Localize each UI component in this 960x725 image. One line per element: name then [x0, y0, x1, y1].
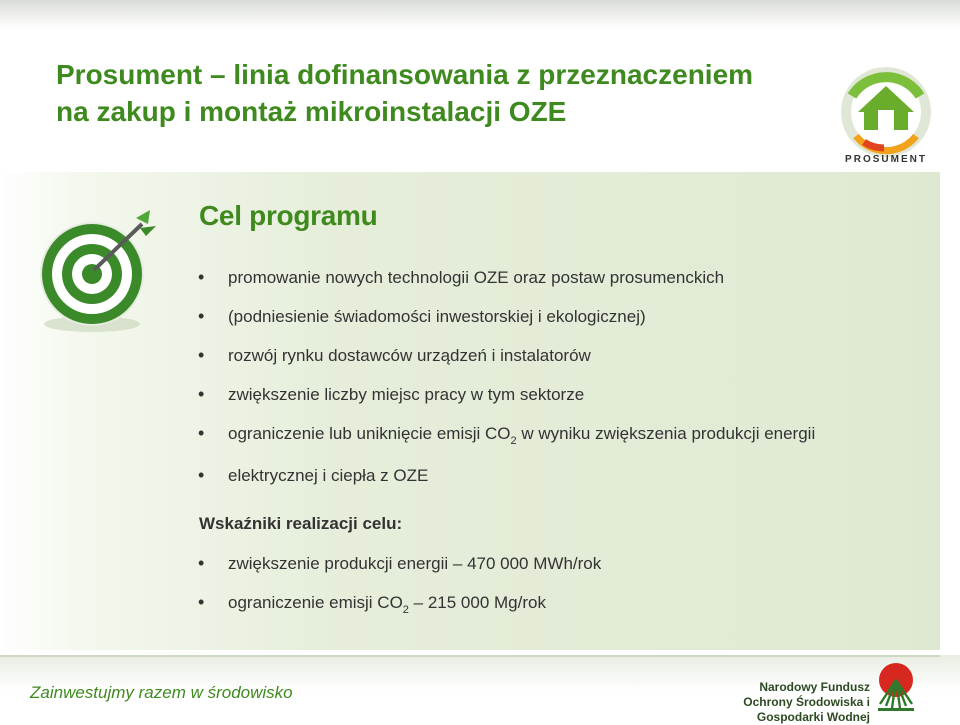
slide-title [56, 56, 816, 130]
title-line-1: Prosument – linia dofinansowania z przeznaczeniem [56, 59, 754, 90]
list-item: • zwiększenie liczby miejsc pracy w tym sektorze [196, 375, 916, 414]
footer-divider [0, 655, 940, 657]
prosument-house-logo-icon [834, 66, 938, 166]
logo-text: PROSUMENT [845, 154, 927, 165]
list-item-continuation: • (podniesienie świadomości inwestorskiej i ekologicznej) [196, 297, 916, 336]
goal-heading: Cel programu [199, 200, 378, 231]
list-item: • zwiększenie produkcji energii – 470 000 MWh/rok [196, 544, 916, 583]
list-item: • promowanie nowych technologii OZE oraz postaw prosumenckich [196, 258, 916, 297]
organization-line-2: Ochrony Środowiska i Gospodarki Wodnej [743, 695, 870, 724]
organization-name [690, 680, 870, 725]
goal-list [196, 258, 916, 495]
list-item: • ograniczenie lub uniknięcie emisji $CO_2$ w wyniku zwiększenia produkcji energii [196, 414, 916, 456]
list-item: • rozwój rynku dostawców urządzeń i instalatorów [196, 336, 916, 375]
indicators-list [196, 544, 916, 625]
list-item: • ograniczenie emisji $CO_2 - 215$ 000 Mg/rok [196, 583, 916, 625]
target-arrow-icon [24, 204, 164, 344]
nfosigw-tree-logo-icon [872, 660, 920, 716]
footer-slogan: Zainwestujmy razem w środowisko [30, 683, 293, 702]
indicators-heading: Wskaźniki realizacji celu: [199, 514, 403, 533]
title-line-2: na zakup i montaż mikroinstalacji OZE [56, 96, 567, 127]
top-gradient-band [0, 0, 960, 30]
organization-line-1: Narodowy Fundusz [759, 680, 870, 694]
list-item-continuation: • elektrycznej i ciepła z OZE [196, 456, 916, 495]
